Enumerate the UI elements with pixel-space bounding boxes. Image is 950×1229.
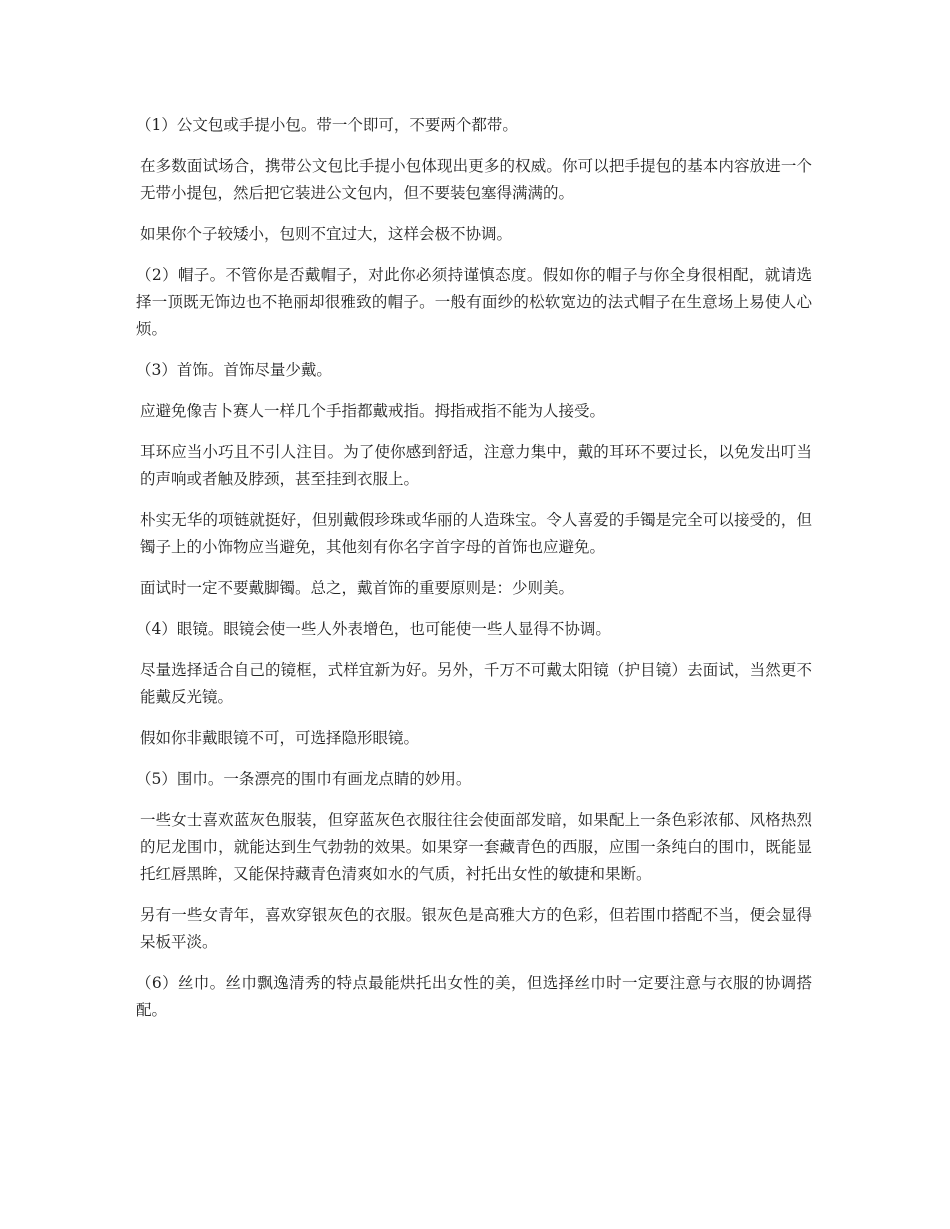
section-heading-hat: （2）帽子。不管你是否戴帽子，对此你必须持谨慎态度。假如你的帽子与你全身很相配，就请选择一顶既无饰边也不艳丽却很雅致的帽子。一般有面纱的松软宽边的法式帽子在生意场上易使人心烦。 bbox=[136, 266, 812, 338]
paragraph: 在多数面试场合，携带公文包比手提小包体现出更多的权威。你可以把手提包的基本内容放进一个无带小提包，然后把它装进公文包内，但不要装包塞得满满的。 bbox=[140, 157, 812, 202]
paragraph: 假如你非戴眼镜不可，可选择隐形眼镜。 bbox=[140, 729, 420, 747]
document-page bbox=[136, 112, 812, 1038]
paragraph: 应避免像吉卜赛人一样几个手指都戴戒指。拇指戒指不能为人接受。 bbox=[140, 402, 606, 420]
paragraph: 一些女士喜欢蓝灰色服装，但穿蓝灰色衣服往往会使面部发暗，如果配上一条色彩浓郁、风格热烈的尼龙围巾，就能达到生气勃勃的效果。如果穿一套藏青色的西服，应围一条纯白的围巾，既能显托红唇黑眸，又能保持藏青色清爽如水的气质，衬托出女性的敏捷和果断。 bbox=[140, 811, 812, 883]
section-heading-briefcase: （1）公文包或手提小包。带一个即可，不要两个都带。 bbox=[136, 116, 518, 134]
paragraph: 面试时一定不要戴脚镯。总之，戴首饰的重要原则是：少则美。 bbox=[140, 579, 575, 597]
paragraph: 如果你个子较矮小，包则不宜过大，这样会极不协调。 bbox=[140, 225, 513, 243]
paragraph: 另有一些女青年，喜欢穿银灰色的衣服。银灰色是高雅大方的色彩，但若围巾搭配不当，便会显得呆板平淡。 bbox=[140, 906, 812, 951]
section-heading-glasses: （4）眼镜。眼镜会使一些人外表增色，也可能使一些人显得不协调。 bbox=[136, 620, 611, 638]
paragraph: 尽量选择适合自己的镜框，式样宜新为好。另外，千万不可戴太阳镜（护目镜）去面试，当然更不能戴反光镜。 bbox=[140, 661, 812, 706]
section-heading-jewelry: （3）首饰。首饰尽量少戴。 bbox=[136, 361, 332, 379]
section-heading-silk-scarf: （6）丝巾。丝巾飘逸清秀的特点最能烘托出女性的美，但选择丝巾时一定要注意与衣服的协调搭配。 bbox=[136, 974, 812, 1019]
paragraph: 朴实无华的项链就挺好，但别戴假珍珠或华丽的人造珠宝。令人喜爱的手镯是完全可以接受的，但镯子上的小饰物应当避免，其他刻有你名字首字母的首饰也应避免。 bbox=[140, 511, 812, 556]
section-heading-scarf: （5）围巾。一条漂亮的围巾有画龙点睛的妙用。 bbox=[136, 770, 472, 788]
paragraph: 耳环应当小巧且不引人注目。为了使你感到舒适，注意力集中，戴的耳环不要过长，以免发出叮当的声响或者触及脖颈，甚至挂到衣服上。 bbox=[140, 443, 812, 488]
